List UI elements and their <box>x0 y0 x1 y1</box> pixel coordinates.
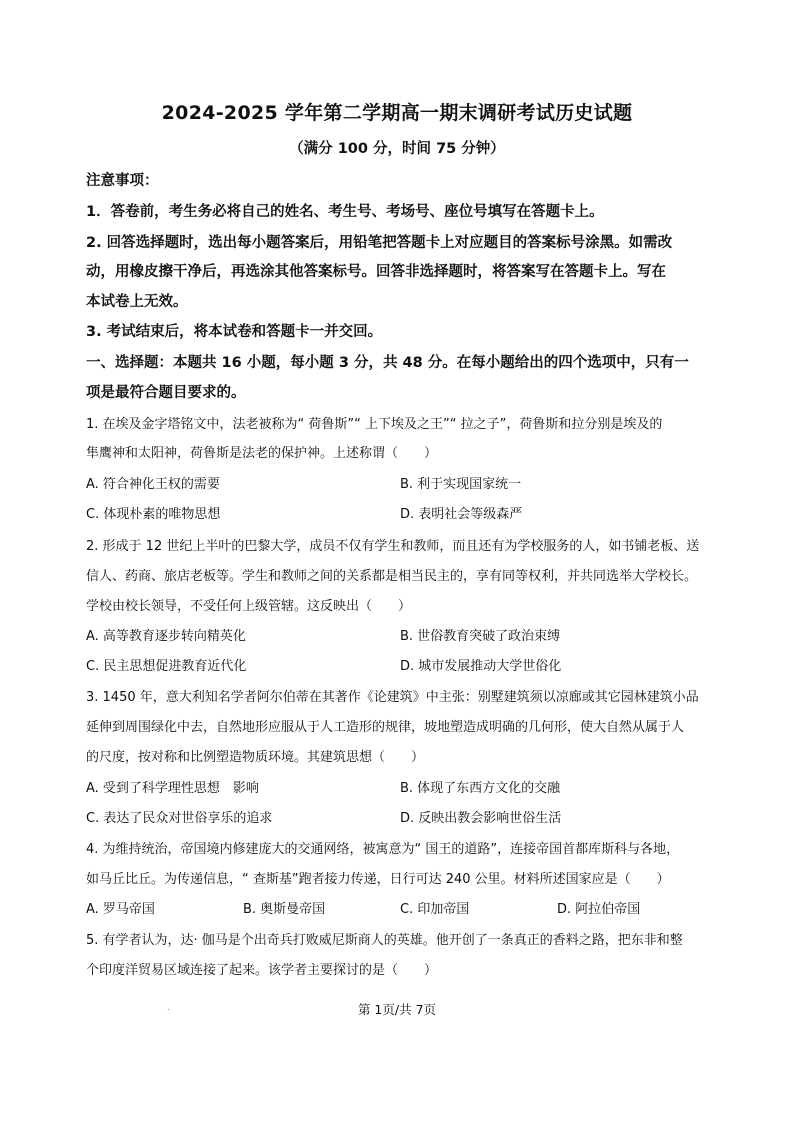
question-1-line-2: 隼鹰神和太阳神，荷鲁斯是法老的保护神。上述称谓（ ） <box>86 446 438 461</box>
notice-item-1: 1．答卷前，考生务必将自己的姓名、考生号、考场号、座位号填写在答题卡上。 <box>86 204 604 220</box>
page-footer: 第 1页/共 7页 <box>357 1002 437 1017</box>
question-5-line-2: 个印度洋贸易区域连接了起来。该学者主要探讨的是（ ） <box>86 963 438 978</box>
question-4-option-a: A. 罗马帝国 <box>86 902 155 917</box>
question-3-option-b: B. 体现了东西方文化的交融 <box>400 781 561 796</box>
question-3-line-3: 的尺度，按对称和比例塑造物质环境。其建筑思想（ ） <box>86 750 425 765</box>
question-1-option-a: A. 符合神化王权的需要 <box>86 477 220 492</box>
question-3-line-1: 3. 1450 年，意大利知名学者阿尔伯蒂在其著作《论建筑》中主张：别墅建筑须以凉廊或其它园林建筑小品 <box>86 690 699 705</box>
question-2-line-1: 2. 形成于 12 世纪上半叶的巴黎大学，成员不仅有学生和教师，而且还有为学校服务的人，如书铺老板、送 <box>86 539 700 554</box>
footer-mark: . <box>167 1003 170 1012</box>
question-4-option-c: C. 印加帝国 <box>400 902 470 917</box>
notice-heading: 注意事项： <box>86 173 159 189</box>
question-4-option-d: D. 阿拉伯帝国 <box>557 902 641 917</box>
notice-item-3: 3. 考试结束后，将本试卷和答题卡一并交回。 <box>86 324 383 340</box>
question-1-option-c: C. 体现朴素的唯物思想 <box>86 507 221 522</box>
question-2-option-a: A. 高等教育逐步转向精英化 <box>86 629 246 644</box>
page-subtitle: （满分 100 分，时间 75 分钟） <box>289 141 505 157</box>
question-2-option-b: B. 世俗教育突破了政治束缚 <box>400 629 561 644</box>
notice-item-2-line-3: 本试卷上无效。 <box>86 294 188 310</box>
question-1-option-b: B. 利于实现国家统一 <box>400 477 522 492</box>
question-2-line-2: 信人、药商、旅店老板等。学生和教师之间的关系都是相当民主的，享有同等权利，并共同选举大学校长。 <box>86 569 698 584</box>
question-3-line-2: 延伸到周围绿化中去，自然地形应服从于人工造形的规律，坡地塑造成明确的几何形，使大自然从属于人 <box>86 720 685 735</box>
section-heading-line-2: 项是最符合题目要求的。 <box>86 385 246 401</box>
section-heading-line-1: 一、选择题：本题共 16 小题，每小题 3 分，共 48 分。在每小题给出的四个选项中，只有一 <box>86 355 689 371</box>
question-1-option-d: D. 表明社会等级森严 <box>400 507 523 522</box>
page-title: 2024-2025 学年第二学期高一期末调研考试历史试题 <box>161 102 633 124</box>
question-4-line-1: 4. 为维持统治，帝国境内修建庞大的交通网络，被寓意为“ 国王的道路”，连接帝国首都库斯科与各地， <box>86 842 680 857</box>
question-4-option-b: B. 奥斯曼帝国 <box>243 902 326 917</box>
question-5-line-1: 5. 有学者认为，达· 伽马是个出奇兵打败威尼斯商人的英雄。他开创了一条真正的香料之路，把东非和整 <box>86 933 683 948</box>
question-2-option-d: D. 城市发展推动大学世俗化 <box>400 659 562 674</box>
question-2-option-c: C. 民主思想促进教育近代化 <box>86 659 247 674</box>
question-2-line-3: 学校由校长领导，不受任何上级管辖。这反映出（ ） <box>86 599 412 614</box>
question-4-line-2: 如马丘比丘。为传递信息，“ 查斯基”跑者接力传递，日行可达 240 公里。材料所述国家应是（ ） <box>86 872 670 887</box>
question-1-line-1: 1. 在埃及金字塔铭文中，法老被称为“ 荷鲁斯”“ 上下埃及之王”“ 拉之子”，荷鲁斯和拉分别是埃及的 <box>86 417 663 432</box>
notice-item-2-line-2: 动，用橡皮擦干净后，再选涂其他答案标号。回答非选择题时，将答案写在答题卡上。写在 <box>86 264 666 280</box>
question-3-option-a: A. 受到了科学理性思想 影响 <box>86 781 259 796</box>
question-3-option-c: C. 表达了民众对世俗享乐的追求 <box>86 811 273 826</box>
notice-item-2-line-1: 2. 回答选择题时，选出每小题答案后，用铅笔把答题卡上对应题目的答案标号涂黑。如需改 <box>86 235 673 251</box>
question-3-option-d: D. 反映出教会影响世俗生活 <box>400 811 562 826</box>
